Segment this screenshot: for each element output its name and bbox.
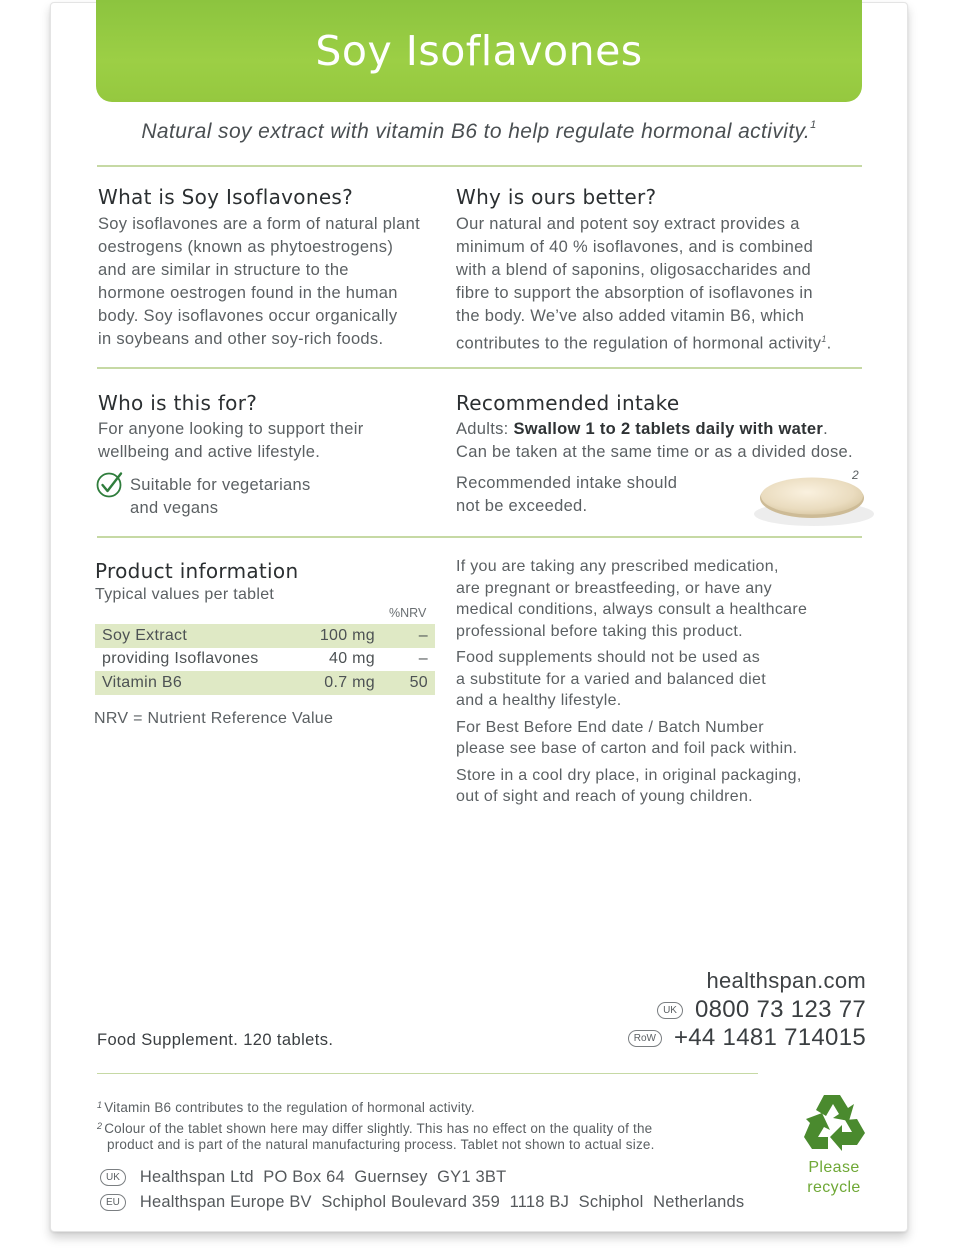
text-line: Please bbox=[808, 1159, 860, 1176]
ingredient-amount: 100 mg bbox=[297, 624, 395, 648]
footnote-mark: 1 bbox=[97, 1100, 103, 1110]
footnote-mark: 2 bbox=[97, 1121, 103, 1131]
footnote-text: Colour of the tablet shown here may differ slightly. This has no effect on the quality of the bbox=[104, 1121, 653, 1136]
footnote-text: product and is part of the natural manufacturing process. Tablet not shown to actual size. bbox=[107, 1137, 655, 1152]
ingredient-amount: 0.7 mg bbox=[297, 671, 395, 695]
uk-phone[interactable]: 0800 73 123 77 bbox=[694, 996, 866, 1023]
vegetarian-note bbox=[130, 474, 430, 520]
address-text: Healthspan Ltd PO Box 64 Guernsey GY1 3BT bbox=[139, 1168, 507, 1186]
tagline bbox=[96, 119, 862, 144]
uk-address bbox=[100, 1168, 506, 1187]
text-line: Food supplements should not be used as bbox=[456, 649, 761, 666]
ingredient-nrv: – bbox=[395, 624, 435, 648]
table-row bbox=[95, 624, 435, 648]
text-line: fibre to support the absorption of isoflavones in bbox=[456, 284, 813, 302]
recycle-label bbox=[796, 1158, 872, 1198]
text-line: Our natural and potent soy extract provides a bbox=[456, 215, 800, 233]
nutrition-table bbox=[95, 624, 435, 695]
what-is-text bbox=[98, 213, 448, 351]
uk-badge: UK bbox=[100, 1169, 126, 1186]
footnote-2 bbox=[97, 1118, 655, 1153]
text-line: recycle bbox=[807, 1179, 861, 1196]
eu-badge: EU bbox=[100, 1194, 126, 1211]
divider bbox=[97, 1073, 758, 1074]
text-span: . bbox=[826, 334, 832, 353]
text-line: and a healthy lifestyle. bbox=[456, 692, 622, 709]
text-line bbox=[456, 418, 876, 441]
advice-paragraph bbox=[456, 556, 876, 642]
product-info-subheading: Typical values per tablet bbox=[95, 586, 275, 603]
text-line: medical conditions, always consult a healthcare bbox=[456, 601, 808, 618]
tagline-ref: 1 bbox=[810, 119, 817, 131]
intake-heading: Recommended intake bbox=[456, 391, 680, 415]
advice-paragraph bbox=[456, 765, 876, 808]
uk-phone-line bbox=[657, 996, 866, 1024]
text-line: in soybeans and other soy-rich foods. bbox=[98, 330, 384, 348]
tablet-image bbox=[748, 470, 880, 530]
title-banner bbox=[96, 0, 862, 102]
text-line: minimum of 40 % isoflavones, and is combined bbox=[456, 238, 814, 256]
intake-text bbox=[456, 418, 876, 464]
text-line: hormone oestrogen found in the human bbox=[98, 284, 398, 302]
text-line: please see base of carton and foil pack within. bbox=[456, 740, 798, 757]
text-span: contributes to the regulation of hormonal activity bbox=[456, 334, 822, 353]
divider bbox=[97, 536, 862, 538]
what-is-heading: What is Soy Isoflavones? bbox=[98, 185, 354, 209]
text-line: Recommended intake should bbox=[456, 474, 678, 492]
divider bbox=[97, 165, 862, 167]
text-line: with a blend of saponins, oligosaccharides and bbox=[456, 261, 812, 279]
text-line: and vegans bbox=[130, 499, 219, 517]
supplement-label: Food Supplement. 120 tablets. bbox=[97, 1031, 334, 1049]
text-span: . bbox=[823, 420, 829, 438]
text-line: oestrogens (known as phytoestrogens) bbox=[98, 238, 394, 256]
text-line: are pregnant or breastfeeding, or have any bbox=[456, 579, 772, 597]
text-line bbox=[97, 1118, 655, 1137]
dosage-emphasis: Swallow 1 to 2 tablets daily with water bbox=[513, 420, 824, 438]
why-better-heading: Why is ours better? bbox=[456, 185, 657, 209]
text-line: professional before taking this product. bbox=[456, 622, 743, 640]
why-better-text bbox=[456, 213, 876, 356]
recycle-icon bbox=[802, 1091, 868, 1153]
product-title: Soy Isoflavones bbox=[315, 27, 643, 75]
advice-paragraph bbox=[456, 647, 876, 712]
ingredient-name: Soy Extract bbox=[95, 624, 297, 648]
text-line: and are similar in structure to the bbox=[98, 261, 349, 279]
advice-paragraph bbox=[456, 717, 876, 760]
row-phone[interactable]: +44 1481 714015 bbox=[673, 1024, 866, 1051]
text-line: a substitute for a varied and balanced diet bbox=[456, 670, 766, 688]
table-row bbox=[95, 671, 435, 695]
footnote-ref: 1 bbox=[821, 334, 827, 344]
ingredient-nrv: 50 bbox=[395, 671, 435, 695]
table-row bbox=[95, 648, 435, 672]
footnote-1 bbox=[97, 1097, 475, 1116]
text-line: For Best Before End date / Batch Number bbox=[456, 718, 764, 736]
text-line: the body. We’ve also added vitamin B6, which bbox=[456, 307, 805, 325]
text-line: For anyone looking to support their bbox=[98, 420, 364, 438]
who-for-text bbox=[98, 418, 438, 464]
row-badge: RoW bbox=[628, 1030, 662, 1047]
uk-badge: UK bbox=[657, 1002, 683, 1019]
eu-address bbox=[100, 1193, 744, 1212]
text-line: out of sight and reach of young children. bbox=[456, 788, 753, 805]
footnote-text: Vitamin B6 contributes to the regulation of hormonal activity. bbox=[104, 1100, 475, 1115]
image-footnote-ref: 2 bbox=[852, 468, 859, 482]
tagline-text: Natural soy extract with vitamin B6 to help regulate hormonal activity. bbox=[141, 120, 811, 143]
product-info-heading: Product information bbox=[95, 559, 299, 583]
text-line: Can be taken at the same time or as a divided dose. bbox=[456, 443, 853, 461]
who-for-heading: Who is this for? bbox=[98, 391, 258, 415]
advice-text bbox=[456, 556, 876, 808]
check-circle-icon bbox=[96, 471, 124, 499]
ingredient-amount: 40 mg bbox=[329, 650, 375, 668]
text-line: Suitable for vegetarians bbox=[130, 476, 311, 494]
intake-warning bbox=[456, 472, 716, 518]
ingredient-name: providing Isoflavones bbox=[102, 650, 259, 668]
address-text: Healthspan Europe BV Schiphol Boulevard 359 1118 BJ Schiphol Netherlands bbox=[139, 1193, 745, 1211]
divider bbox=[97, 367, 862, 369]
ingredient-name: Vitamin B6 bbox=[95, 671, 297, 695]
nrv-note: NRV = Nutrient Reference Value bbox=[94, 710, 334, 727]
text-line: body. Soy isoflavones occur organically bbox=[98, 307, 398, 325]
ingredient-nrv: – bbox=[418, 650, 428, 668]
text-line: Store in a cool dry place, in original packaging, bbox=[456, 766, 802, 784]
text-span: Adults: bbox=[456, 420, 514, 438]
text-line: wellbeing and active lifestyle. bbox=[98, 443, 321, 461]
text-line bbox=[456, 328, 876, 356]
row-phone-line bbox=[628, 1024, 866, 1052]
website-link[interactable]: healthspan.com bbox=[706, 968, 866, 993]
nrv-column-header: %NRV bbox=[389, 606, 427, 620]
text-line: Soy isoflavones are a form of natural plant bbox=[98, 215, 420, 233]
text-line: not be exceeded. bbox=[456, 497, 588, 515]
text-line: If you are taking any prescribed medication, bbox=[456, 558, 779, 575]
